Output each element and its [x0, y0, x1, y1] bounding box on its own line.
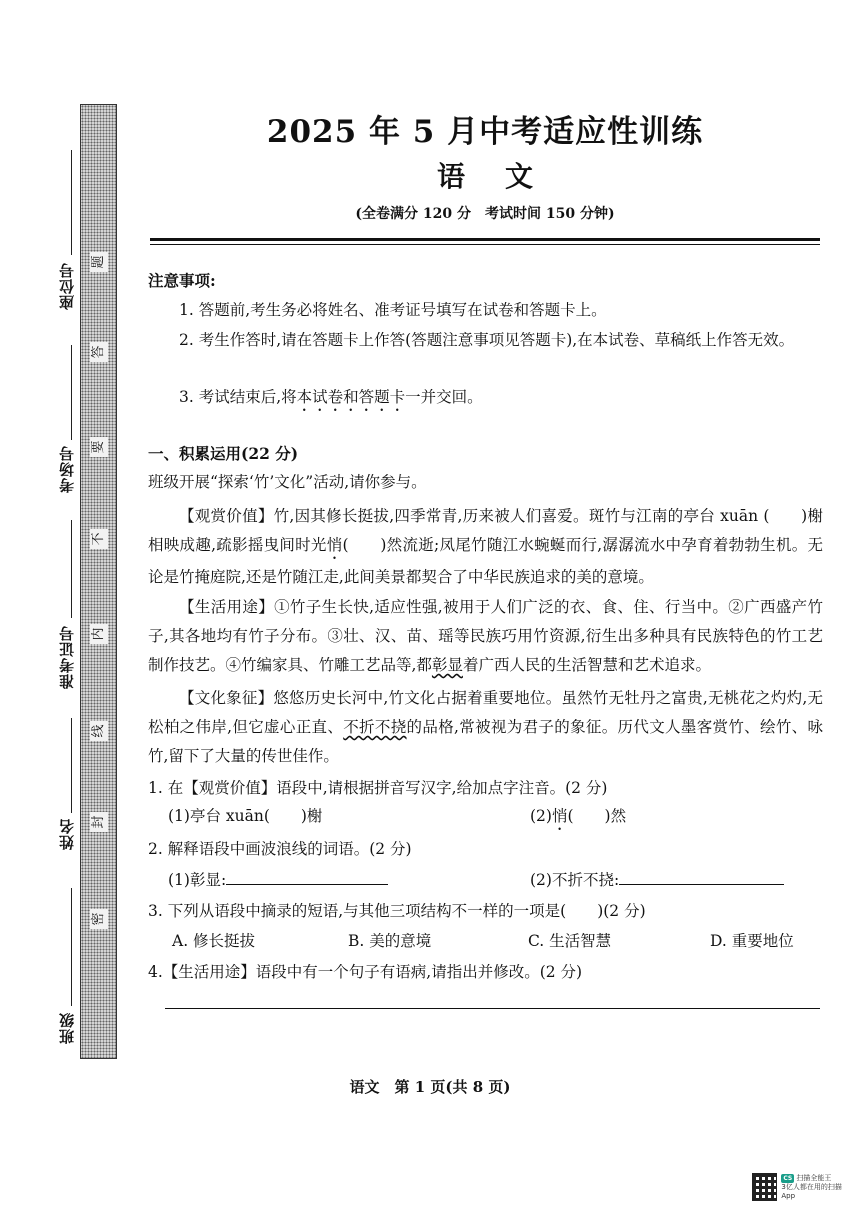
seal-char: 要 [90, 437, 108, 457]
exam-title: 2025 年 5 月中考适应性训练 [266, 114, 704, 150]
question-3-option-b: B. 美的意境 [348, 932, 432, 950]
page-footer: 语文 第 1 页(共 8 页) [349, 1078, 511, 1096]
class-line [71, 888, 72, 1006]
paragraph-cultural-symbol [148, 684, 823, 771]
question-3: 3. 下列从语段中摘录的短语,与其他三项结构不一样的一项是( )(2 分) [148, 902, 646, 920]
question-1: 1. 在【观赏价值】语段中,请根据拼音写汉字,给加点字注音。(2 分) [148, 779, 608, 797]
class-label: 班级 [58, 1012, 76, 1044]
notice-item-2: 2. 考生作答时,请在答题卡上作答(答题注意事项见答题卡),在本试卷、草稿纸上作答无效。 [179, 331, 795, 349]
notice-item-3-text: 3. 考试结束后,将 [179, 388, 297, 406]
question-3-option-c: C. 生活智慧 [528, 932, 612, 950]
section-intro: 班级开展“探索‘竹’文化”活动,请你参与。 [148, 473, 427, 491]
paragraph-text: 的品格,常被视为君子的象征。历代文人墨客赏竹、绘竹、咏竹,留下了大量的传世佳作。 [148, 718, 823, 765]
exam-info: (全卷满分 120 分 考试时间 150 分钟) [355, 206, 615, 222]
notice-item-3 [148, 384, 823, 415]
header-divider [150, 238, 820, 241]
seal-char: 密 [90, 909, 108, 929]
notice-item-3-emphasis: 本试卷和答题卡 [296, 388, 406, 406]
answer-blank[interactable] [226, 869, 388, 886]
paragraph-viewing-value [148, 502, 823, 592]
question-1-part-1: (1)亭台 xuān( )榭 [168, 807, 323, 825]
paragraph-text: 【生活用途】①竹子生长快,适应性强,被用于人们广泛的衣、食、住、行当中。②广西盛产竹子,其各地均有竹子分布。③壮、汉、苗、瑶等民族巧用竹资源,衍生出多种具有民族特色的竹工艺制作技艺。④竹编家具、竹雕工艺品等,都 [148, 598, 823, 674]
paragraph-text: 【文化象征】悠悠历史长河中,竹文化占据着重要地位。虽然竹无牡丹之富贵,无桃花之灼灼,无松柏之伟岸,但它虚心正直、 [148, 689, 823, 736]
answer-blank[interactable] [619, 869, 784, 886]
exam-subject: 语文 [436, 160, 573, 193]
qr-code-icon [752, 1173, 777, 1201]
question-2: 2. 解释语段中画波浪线的词语。(2 分) [148, 840, 412, 858]
name-line [71, 718, 72, 813]
part-label: (2)不折不挠: [530, 871, 620, 889]
part-number: (2) [530, 807, 552, 825]
question-2-part-2 [530, 868, 784, 890]
wavy-word: 不折不挠 [343, 718, 407, 736]
question-3-option-a: A. 修长挺拔 [172, 932, 256, 950]
admission-number-line [71, 520, 72, 618]
watermark-text [781, 1174, 848, 1201]
watermark-app-name: 扫描全能王 [796, 1173, 832, 1182]
notice-heading: 注意事项: [148, 271, 216, 290]
question-3-option-d: D. 重要地位 [710, 932, 794, 950]
notice-item-1: 1. 答题前,考生务必将姓名、准考证号填写在试卷和答题卡上。 [179, 301, 607, 319]
scanner-watermark [752, 1172, 848, 1202]
seal-line-strip [80, 104, 117, 1059]
seal-char: 不 [90, 529, 108, 549]
dotted-char: 悄 [326, 536, 343, 554]
question-4: 4.【生活用途】语段中有一个句子有语病,请指出并修改。(2 分) [148, 963, 583, 981]
seal-char: 线 [90, 721, 108, 741]
name-label: 姓名 [58, 818, 76, 850]
part-label: (1)彰显: [168, 871, 227, 889]
header-divider-thin [150, 244, 820, 245]
wavy-word: 彰显 [431, 656, 463, 674]
admission-number-label: 准考证号 [58, 625, 76, 689]
part-text: ( )然 [567, 807, 627, 825]
seal-char: 封 [90, 812, 108, 832]
paragraph-text: 【观赏价值】竹,因其修长挺拔,四季常青,历来被人们喜爱。斑竹与江南的亭台 xuān ( )榭相映成趣,疏影摇曳间时光 [148, 507, 823, 554]
seat-number-label: 座位号 [58, 262, 76, 310]
question-1-part-2 [530, 804, 626, 834]
seal-char: 答 [90, 342, 108, 362]
exam-room-label: 考场号 [58, 445, 76, 493]
answer-line[interactable] [165, 1008, 820, 1009]
seal-char: 内 [90, 624, 108, 644]
paragraph-text: 着广西人民的生活智慧和艺术追求。 [462, 656, 711, 674]
watermark-tagline: 3亿人都在用的扫描App [781, 1182, 842, 1200]
dotted-char: 悄 [551, 807, 568, 825]
notice-item-3-text-end: 一并交回。 [405, 388, 483, 406]
paragraph-text: ( )然流逝;凤尾竹随江水蜿蜒而行,潺潺流水中孕育着勃勃生机。无论是竹掩庭院,还是竹随江走,此间美景都契合了中华民族追求的美的意境。 [148, 536, 823, 586]
seal-char: 题 [90, 252, 108, 272]
section-heading: 一、积累运用(22 分) [148, 444, 299, 463]
seat-number-line [71, 150, 72, 255]
paragraph-daily-use [148, 593, 823, 680]
exam-room-line [71, 345, 72, 440]
question-2-part-1 [168, 868, 388, 890]
cs-logo-icon: CS [783, 1174, 793, 1182]
